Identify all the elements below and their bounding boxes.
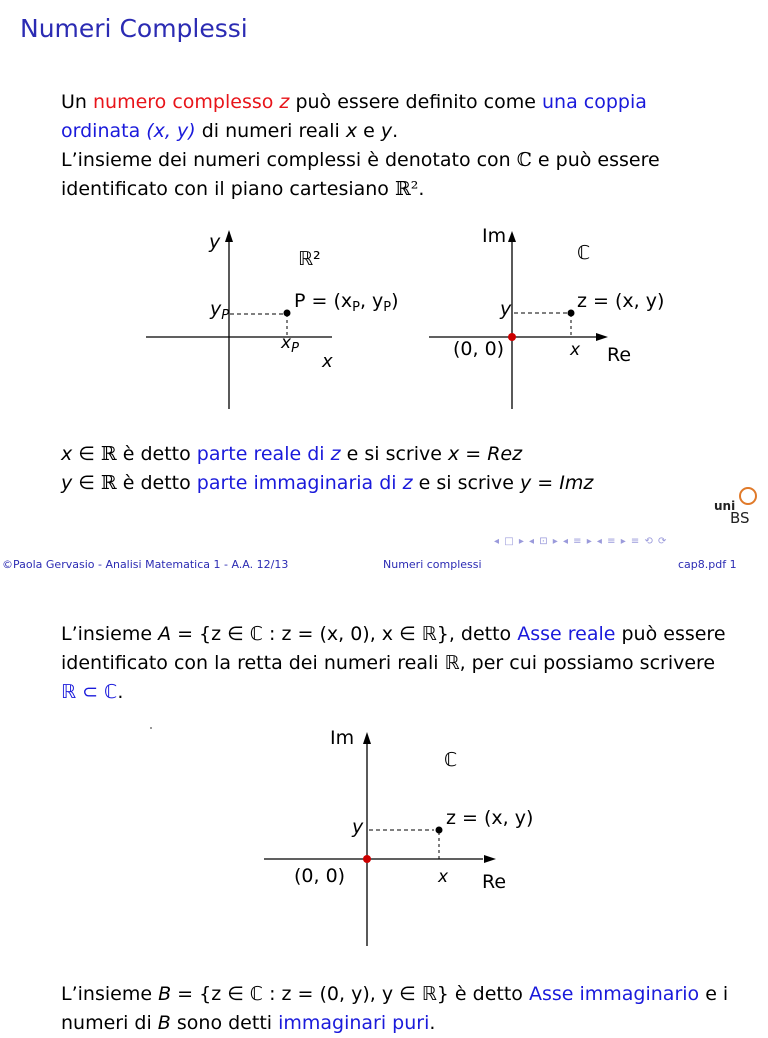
term-immaginari-puri: immaginari puri [278,1012,430,1034]
footer-author: ©Paola Gervasio - Analisi Matematica 1 - A.A. 12/13 [2,558,289,571]
asse-reale-paragraph: L’insieme A = {z ∈ ℂ : z = (x, 0), x ∈ ℝ}, detto Asse reale può essere identificato con la retta dei numeri reali ℝ, per cui possiamo scrivere ℝ ⊂ ℂ. [61,623,726,703]
yP-label: $y_P$ [210,298,230,323]
slide-title: Numeri Complessi [20,14,248,43]
im-label: Im [330,727,355,749]
point-z [436,827,443,834]
term-parte-immaginaria: parte immaginaria di z [196,472,413,494]
y-axis-label: y [209,231,221,253]
imag-part-line: y ∈ ℝ è detto parte immaginaria di z e si scrive y = Imz [61,472,594,494]
re-arrow [596,333,608,341]
term-asse-immaginario: Asse immaginario [528,983,700,1005]
term-parte-reale: parte reale di z [196,443,341,465]
point-z-label: z = (x, y) [446,807,534,829]
stray-dot [150,727,152,729]
origin-label: (0, 0) [453,338,505,360]
origin-label: (0, 0) [294,865,346,887]
logo-ring [740,488,756,504]
complex-plane-diagram-2 [255,720,534,950]
xP-label: $x_P$ [281,333,299,356]
origin-point [363,855,371,863]
point-P-label: $P = (x_P$, $y_P$) [294,290,399,315]
set-R2: ℝ² [394,178,419,200]
point-z-label: z = (x, y) [577,290,665,312]
point-P [284,310,291,317]
text: può essere definito come [289,91,542,113]
text: L’insieme dei numeri complessi è denotato con [61,149,517,171]
real-part-line: x ∈ ℝ è detto parte reale di z e si scrive x = Rez [61,443,523,465]
origin-point [508,333,516,341]
im-arrow [508,231,516,242]
intro-paragraph [61,88,731,204]
term-subset: ℝ ⊂ ℂ [61,681,118,703]
x-axis-label: x [322,351,333,372]
footer-page: cap8.pdf 1 [678,558,737,571]
text: e [357,120,381,142]
set-C: ℂ [516,149,532,171]
beamer-nav-symbols[interactable]: ◂ □ ▸ ◂ ⊡ ▸ ◂ ≡ ▸ ◂ ≡ ▸ ≡ ⟲ ⟳ [494,536,668,547]
im-arrow [363,732,371,744]
asse-immaginario-paragraph: L’insieme B = {z ∈ ℂ : z = (0, y), y ∈ ℝ} è detto Asse immaginario e i numeri di B sono detti immaginari puri. [61,983,729,1034]
term-coppia-ordinata: una coppia ordinata (x, y) [61,91,647,142]
re-label: Re [482,871,507,893]
var-y: y [380,120,393,142]
y-label: y [500,298,512,320]
footer-title: Numeri complessi [383,558,482,571]
y-label: y [352,816,364,838]
term-asse-reale: Asse reale [517,623,616,645]
text: e può essere identificato con il piano cartesiano [61,149,660,200]
text: . [392,120,399,142]
slide-footer [0,555,768,575]
point-z [568,310,575,317]
logo-uni: uni [714,499,736,513]
term-numero-complesso: numero complesso z [93,91,290,113]
cartesian-plane-diagram [0,220,440,415]
text: di numeri reali [195,120,346,142]
y-arrow [225,230,233,242]
text: Un [61,91,93,113]
complex-plane-diagram [420,220,710,415]
var-x: x [345,120,358,142]
x-label: x [570,340,581,360]
re-arrow [484,855,496,863]
space-label: ℝ² [298,248,321,270]
im-label: Im [482,225,507,247]
text: . [418,178,425,200]
space-label: ℂ [577,242,591,264]
x-label: x [438,867,449,887]
space-label: ℂ [444,749,458,771]
unibs-logo [708,486,762,526]
logo-bs: BS [730,509,750,527]
re-label: Re [607,344,632,366]
